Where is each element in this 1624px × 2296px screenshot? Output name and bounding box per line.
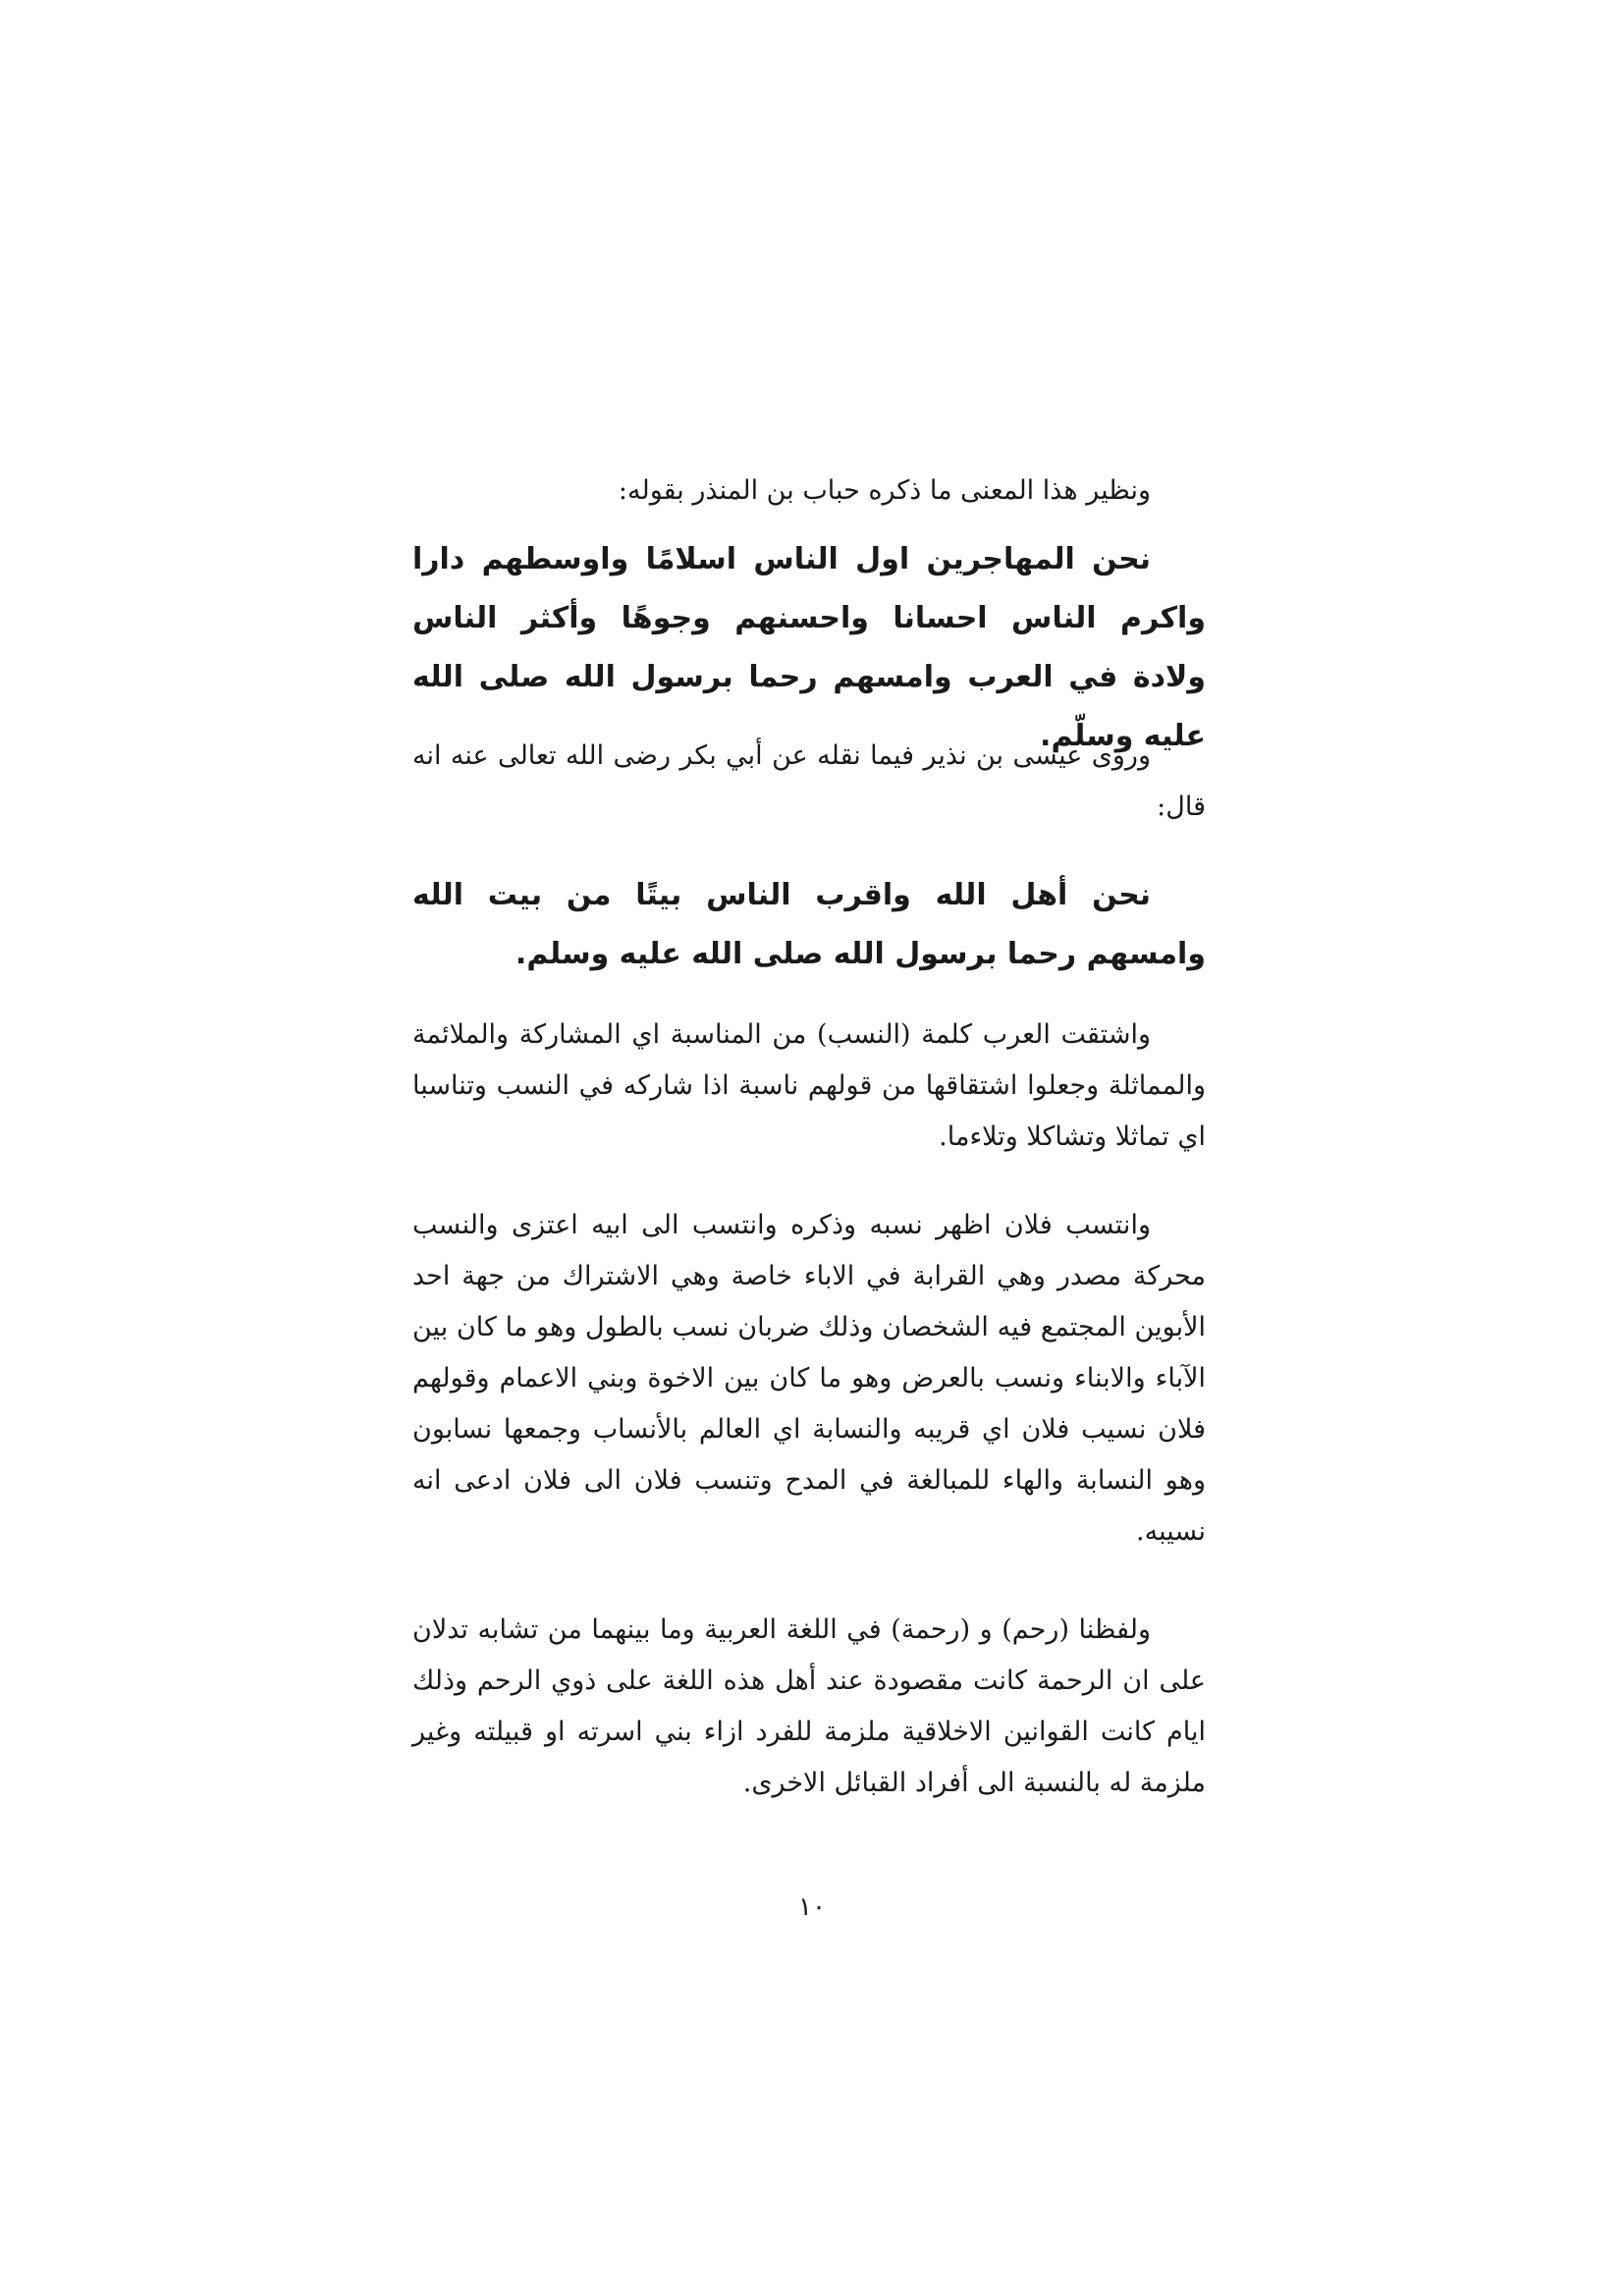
paragraph-isa-narration: وروى عيسى بن نذير فيما نقله عن أبي بكر رضى الله تعالى عنه انه قال: [412, 740, 1206, 822]
quote-muhajirin: نحن المهاجرين اول الناس اسلامًا واوسطهم دارا واكرم الناس احسانا واحسنهم وجوهًا وأكثر الناس ولادة في العرب وامسهم رحما برسول الله صلى الله عليه وسلّم. [412, 542, 1206, 753]
nasab-block [412, 1010, 1206, 1163]
page-number: ١٠ [798, 1892, 826, 1922]
intro-block [412, 465, 1206, 517]
paragraph-intasab: وانتسب فلان اظهر نسبه وذكره وانتسب الى ابيه اعتزى والنسب محركة مصدر وهي القرابة في الاباء خاصة وهي الاشتراك من جهة احد الأبوين المجتمع فيه الشخصان وذلك ضربان نسب بالطول وهو ما كان بين الآباء والابناء ونسب بالعرض وهو ما كان بين الاخوة وبني الاعمام وقولهم فلان نسيب فلان اي قريبه والنسابة اي العالم بالأنساب وجمعها نسابون وهو النسابة والهاء للمبالغة في المدح وتنسب فلان الى فلان ادعى انه نسيبه. [412, 1210, 1206, 1547]
quote-ahl-allah: نحن أهل الله واقرب الناس بيتًا من بيت الله وامسهم رحما برسول الله صلى الله عليه وسلم. [412, 878, 1206, 971]
quote-block-2 [412, 866, 1206, 984]
intasab-block [412, 1200, 1206, 1558]
rahm-block [412, 1605, 1206, 1809]
paragraph-nasab-etymology: واشتقت العرب كلمة (النسب) من المناسبة اي المشاركة والملائمة والمماثلة وجعلوا اشتقاقها من قولهم ناسبة اذا شاركه في النسب وتناسبا اي تماثلا وتشاكلا وتلاءما. [412, 1019, 1206, 1152]
paragraph-rahm: ولفظنا (رحم) و (رحمة) في اللغة العربية وما بينهما من تشابه تدلان على ان الرحمة كانت مقصودة عند أهل هذه اللغة على ذوي الرحم وذلك ايام كانت القوانين الاخلاقية ملزمة للفرد ازاء بني اسرته او قبيلته وغير ملزمة له بالنسبة الى أفراد القبائل الاخرى. [412, 1614, 1206, 1798]
intro-line: ونظير هذا المعنى ما ذكره حباب بن المنذر بقوله: [618, 475, 1151, 506]
isa-block [412, 731, 1206, 833]
